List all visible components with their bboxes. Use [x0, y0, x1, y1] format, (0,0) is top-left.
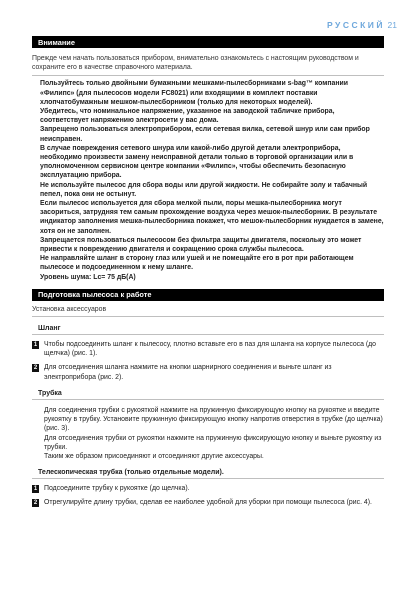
- hose-section-title: Шланг: [32, 323, 384, 335]
- warning-paragraph: Запрещается пользоваться пылесосом без фильтра защиты двигателя, поскольку это может привести к повреждению двигателя и сокращению срока службы пылесоса.: [40, 236, 362, 254]
- page-content: [32, 36, 384, 508]
- accessories-subtitle: Установка аксессуаров: [32, 305, 384, 317]
- preparation-heading: Подготовка пылесоса к работе: [32, 289, 384, 301]
- step-number: 1: [33, 342, 38, 349]
- tube-section-title: Трубка: [32, 388, 384, 400]
- warning-list: [32, 79, 384, 281]
- page-header: [0, 0, 419, 30]
- step-number: 2: [33, 500, 38, 507]
- step-number: 2: [33, 365, 38, 372]
- warning-paragraph: Запрещено пользоваться электроприбором, если сетевая вилка, сетевой шнур или сам прибор неисправен.: [40, 126, 370, 143]
- hose-step-2: [32, 363, 384, 381]
- noise-level: Уровень шума: Lc= 75 дБ(A): [40, 273, 136, 281]
- language-label: РУССКИЙ: [326, 20, 385, 30]
- tube-paragraph: Для отсоединения трубки от рукоятки нажмите на пружинную фиксирующую кнопку и выньте рукоятку из трубки.: [44, 434, 382, 451]
- tube-paragraph: Для соединения трубки с рукояткой нажмите на пружинную фиксирующую кнопку на рукоятке и введите рукоятку в трубку. Установите пружинную фиксирующую кнопку напротив отверстия в трубке (до щелчка) (рис. 3).: [44, 406, 383, 433]
- step-text: Отрегулируйте длину трубки, сделав ее наиболее удобной для уборки при помощи пылесоса (рис. 4).: [44, 499, 372, 507]
- tube-paragraph: Таким же образом присоединяют и отсоединяют другие аксессуары.: [44, 452, 264, 460]
- telescopic-step-2: [32, 498, 384, 507]
- warning-heading: Внимание: [32, 36, 384, 48]
- telescopic-step-1: [32, 484, 384, 493]
- warning-paragraph: Если пылесос используется для сбора мелкой пыли, поры мешка-пылесборника могут засориться, затрудняя тем самым прохождение воздуха через мешок-пылесборник. В результате индикатор заполнения мешка-пылесборника покажет, что мешок-пылесборник нуждается в замене, хотя он не заполнен.: [40, 200, 384, 235]
- telescopic-section-title: Телескопическая трубка (только отдельные модели).: [32, 467, 384, 479]
- warning-paragraph: Не используйте пылесос для сбора воды или другой жидкости. Не собирайте золу и табачный пепел, пока они не остынут.: [40, 181, 368, 198]
- divider: [32, 75, 384, 76]
- page-number: 21: [387, 20, 397, 30]
- step-text: Подсоедините трубку к рукоятке (до щелчка).: [44, 485, 190, 493]
- tube-instructions: [32, 406, 384, 461]
- step-text: Чтобы подсоединить шланг к пылесосу, плотно вставьте его в паз для шланга на корпусе пылесоса (до щелчка) (рис. 1).: [44, 341, 377, 358]
- warning-intro: Прежде чем начать пользоваться прибором, внимательно ознакомьтесь с настоящим руководством и сохраните его в качестве справочного материала.: [32, 55, 359, 72]
- step-number: 1: [33, 486, 38, 493]
- step-text: Для отсоединения шланга нажмите на кнопки шарнирного соединения и выньте шланг из электроприбора (рис. 2).: [44, 364, 332, 381]
- hose-step-1: [32, 340, 384, 358]
- warning-paragraph: Не направляйте шланг в сторону глаз или ушей и не помещайте его в рот при работающем пылесосе и подсоединенном к нему шланге.: [40, 255, 354, 272]
- warning-paragraph: Убедитесь, что номинальное напряжение, указанное на заводской табличке прибора, соответствует напряжению электросети у вас дома.: [40, 108, 335, 125]
- warning-paragraph: Пользуйтесь только двойными бумажными мешками-пылесборниками s-bag™ компании «Филипс» (для пылесосов модели FC8021) или входящими в комплект поставки хлопчатобумажным мешком-пылесборником (только для некоторых моделей).: [40, 80, 349, 106]
- warning-paragraph: В случае повреждения сетевого шнура или какой-либо другой детали электроприбора, необходимо произвести замену неисправной детали только в торговой организации или в уполномоченном сервисном центре компании «Филипс», чтобы обеспечить безопасную эксплуатацию прибора.: [40, 144, 354, 180]
